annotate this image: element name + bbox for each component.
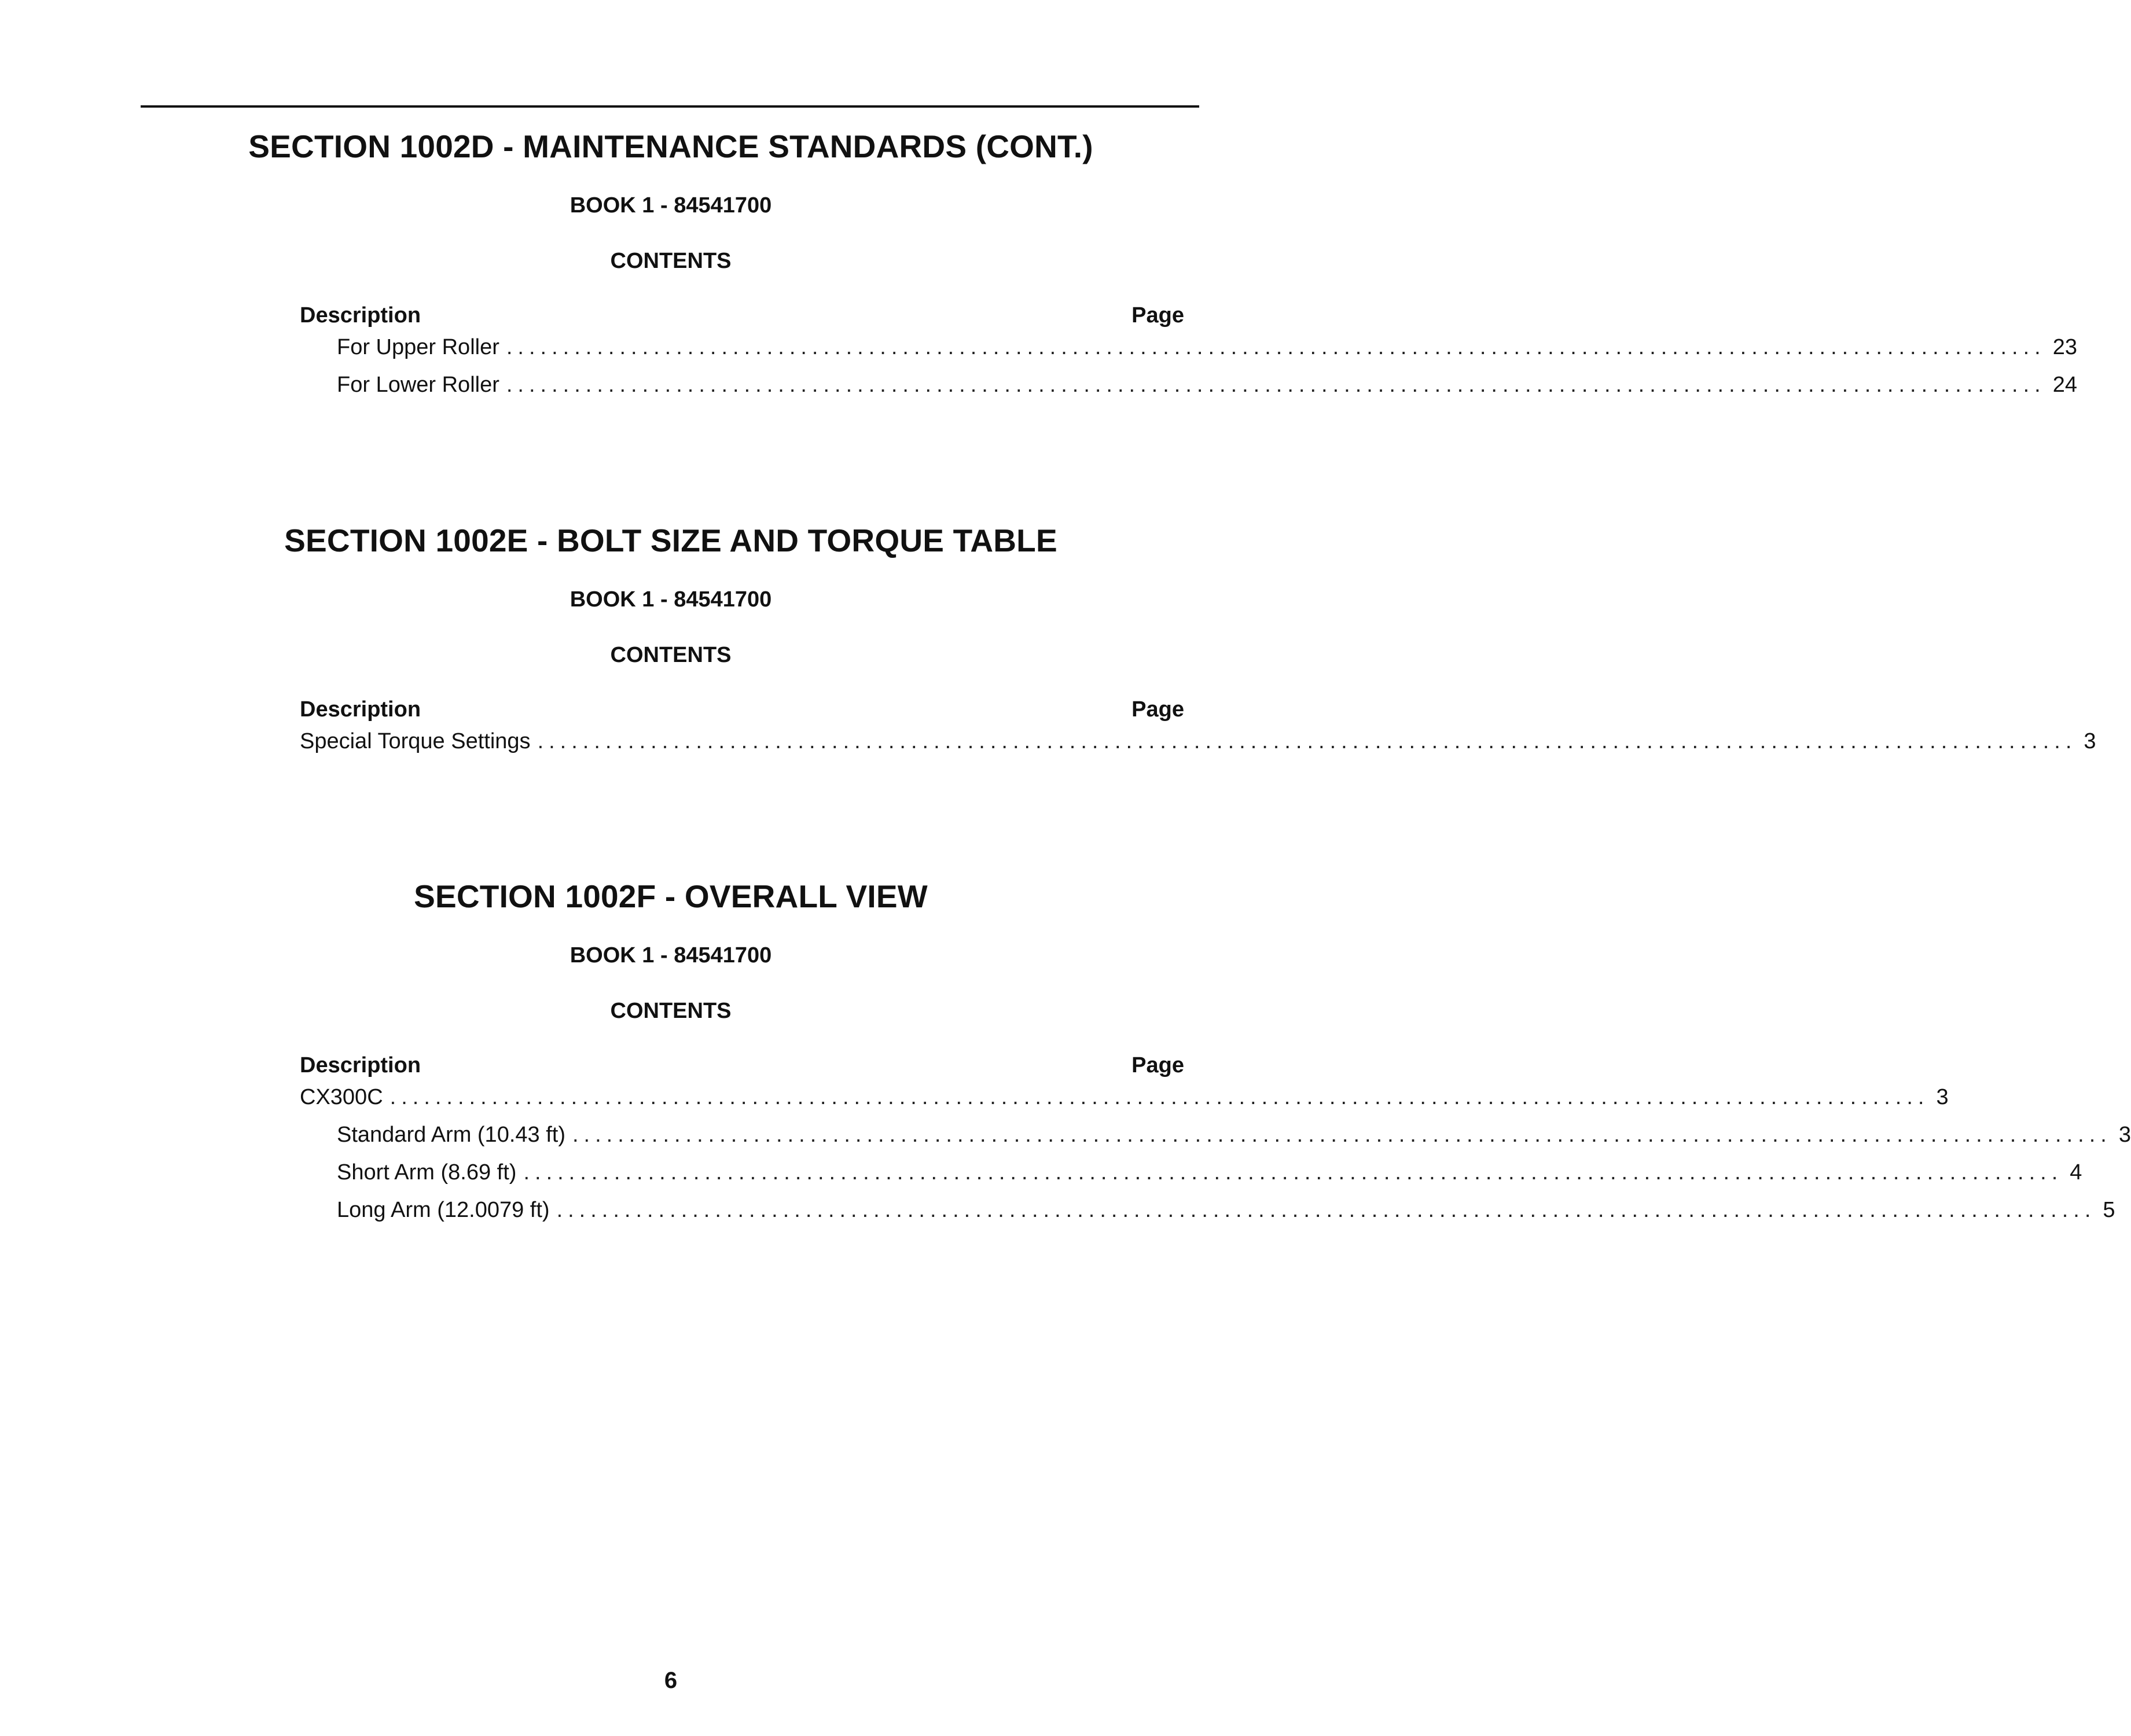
- toc-header: [300, 1053, 1184, 1079]
- section-1002e: [0, 523, 2096, 760]
- toc-entry[interactable]: [300, 1116, 2131, 1154]
- page-column-header: Page: [1131, 1053, 1184, 1077]
- toc-entry-page: 3: [2084, 729, 2096, 753]
- toc-entry-page: 5: [2103, 1198, 2115, 1222]
- toc-entry-label: For Lower Roller: [337, 373, 499, 397]
- section-title: SECTION 1002E - BOLT SIZE AND TORQUE TABLE: [284, 523, 1057, 558]
- toc-entry-label: Short Arm (8.69 ft): [337, 1160, 517, 1185]
- dot-leader: ........................................................................................................................................: [572, 1123, 2112, 1147]
- description-column-header: Description: [300, 1053, 421, 1077]
- toc-entry-page: 24: [2052, 373, 2077, 397]
- description-column-header: Description: [300, 303, 421, 328]
- toc-entry-page: 4: [2070, 1160, 2082, 1185]
- toc-entry[interactable]: [300, 366, 2077, 404]
- toc-entry-page: 3: [1936, 1085, 1949, 1109]
- contents-heading: CONTENTS: [610, 999, 732, 1023]
- toc-entry[interactable]: [300, 1079, 1949, 1116]
- section-1002f: [0, 878, 2131, 1229]
- contents-heading: CONTENTS: [610, 643, 732, 667]
- page-number: 6: [664, 1668, 678, 1693]
- toc-entry-label: Long Arm (12.0079 ft): [337, 1198, 550, 1222]
- dot-leader: ........................................................................................................................................: [556, 1198, 2096, 1222]
- toc-entry-label: Special Torque Settings: [300, 729, 531, 753]
- toc-entry[interactable]: [300, 723, 2096, 760]
- toc-entry[interactable]: [300, 1191, 2115, 1229]
- toc-header: [300, 697, 1184, 723]
- dot-leader: ........................................................................................................................................: [523, 1160, 2063, 1185]
- toc-entry-label: CX300C: [300, 1085, 383, 1109]
- page-column-header: Page: [1131, 303, 1184, 328]
- book-number: BOOK 1 - 84541700: [570, 193, 772, 218]
- toc-entry[interactable]: [300, 1154, 2082, 1191]
- toc-header: [300, 303, 1184, 329]
- dot-leader: ........................................................................................................................................: [537, 729, 2077, 753]
- section-title: SECTION 1002D - MAINTENANCE STANDARDS (CONT.): [248, 128, 1093, 164]
- toc-entry-label: For Upper Roller: [337, 335, 499, 359]
- top-rule: [141, 105, 1199, 108]
- toc-entry[interactable]: [300, 329, 2077, 366]
- book-number: BOOK 1 - 84541700: [570, 587, 772, 612]
- contents-heading: CONTENTS: [610, 249, 732, 273]
- page-column-header: Page: [1131, 697, 1184, 722]
- dot-leader: ........................................................................................................................................: [506, 373, 2046, 397]
- book-number: BOOK 1 - 84541700: [570, 943, 772, 968]
- toc-entry-page: 23: [2052, 335, 2077, 359]
- section-title: SECTION 1002F - OVERALL VIEW: [414, 878, 928, 914]
- toc-entry-page: 3: [2118, 1123, 2131, 1147]
- description-column-header: Description: [300, 697, 421, 722]
- dot-leader: ........................................................................................................................................: [506, 335, 2046, 359]
- toc-entry-label: Standard Arm (10.43 ft): [337, 1123, 565, 1147]
- dot-leader: ........................................................................................................................................: [390, 1085, 1930, 1109]
- section-1002d: [0, 128, 2077, 404]
